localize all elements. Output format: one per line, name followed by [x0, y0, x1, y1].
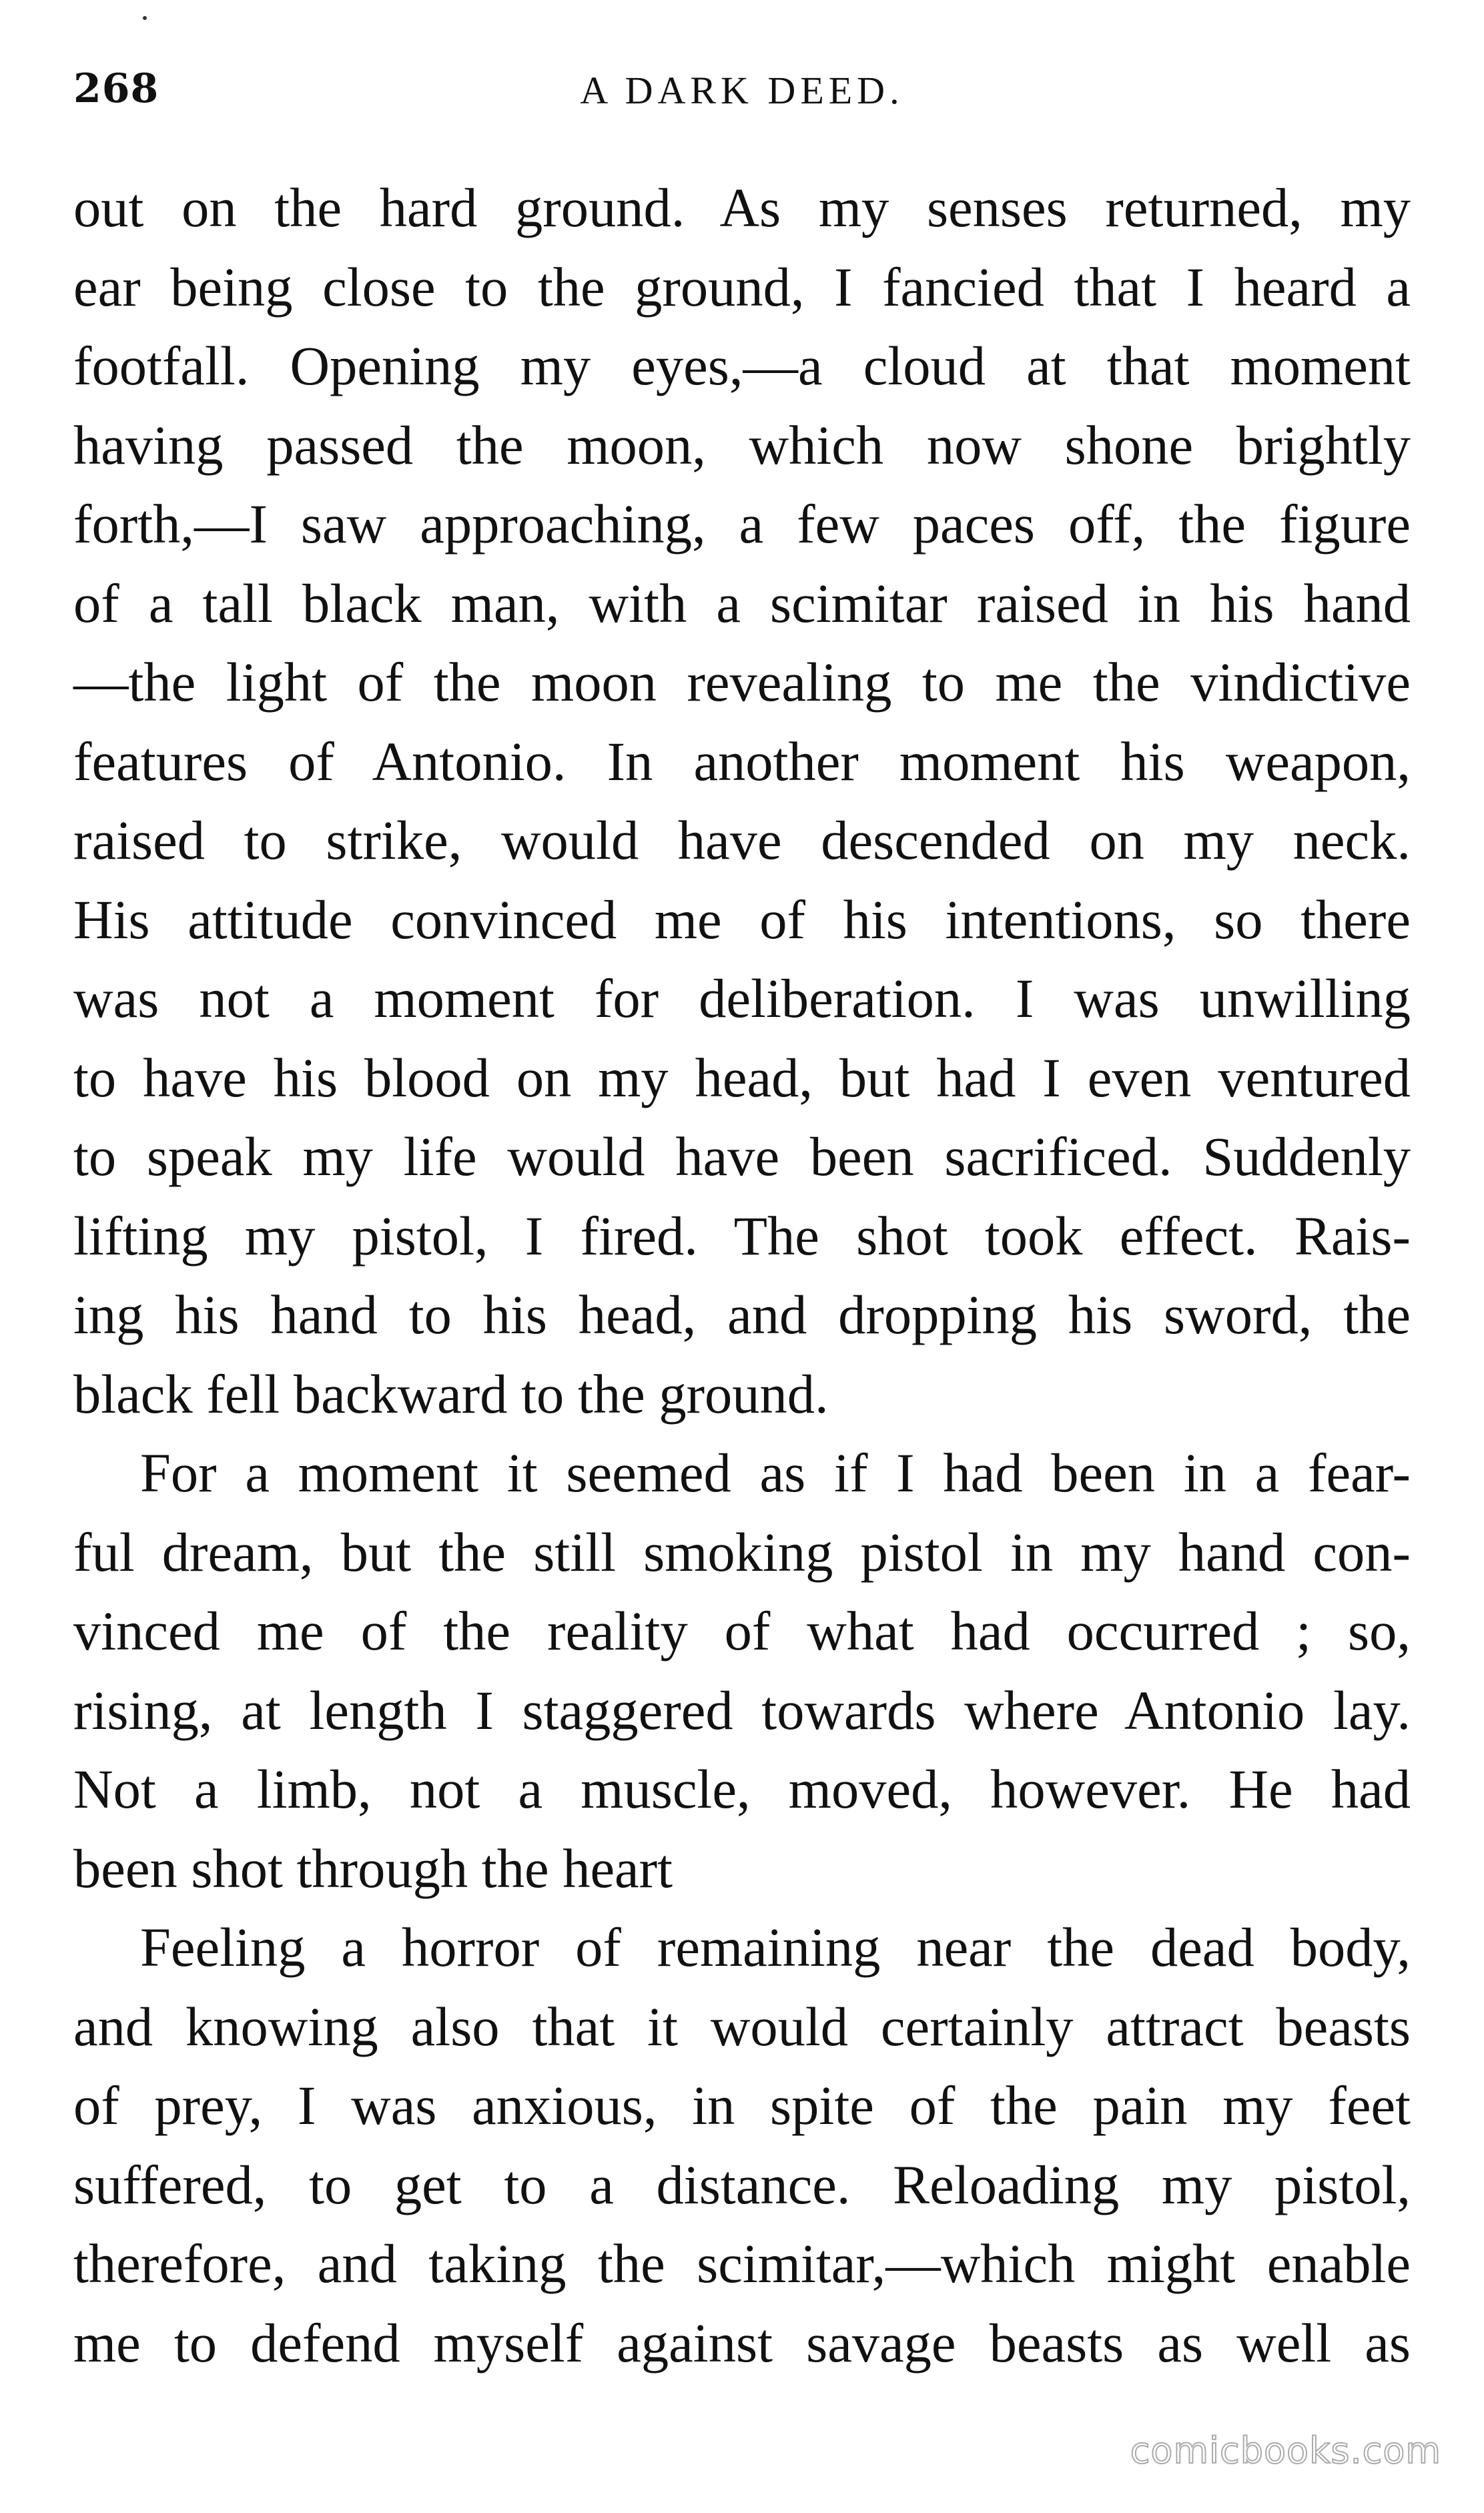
print-speck	[143, 16, 147, 20]
text-line: to have his blood on my head, but had I even ventured	[73, 1046, 1411, 1108]
text-line: ear being close to the ground, I fancied that I heard a	[73, 256, 1411, 318]
text-line: was not a moment for deliberation. I was unwilling	[73, 968, 1411, 1029]
running-title: A DARK DEED.	[580, 69, 904, 112]
text-line: forth,—I saw approaching, a few paces off, the figure	[73, 493, 1411, 555]
text-line: and knowing also that it would certainly attract beasts	[73, 1995, 1411, 2057]
body-text	[73, 168, 1411, 2382]
text-line: me to defend myself against savage beasts as well as	[73, 2311, 1411, 2374]
text-line: out on the hard ground. As my senses returned, my	[73, 177, 1411, 238]
text-line: black fell backward to the ground.	[73, 1363, 829, 1425]
text-line: been shot through the heart	[73, 1837, 673, 1899]
page-number: 268	[73, 65, 159, 112]
text-line: vinced me of the reality of what had occurred ; so,	[73, 1600, 1411, 1662]
text-line: —the light of the moon revealing to me the vindictive	[73, 651, 1411, 713]
running-head	[73, 65, 1411, 125]
text-line: ful dream, but the still smoking pistol in my hand con-	[73, 1521, 1411, 1583]
text-line: features of Antonio. In another moment his weapon,	[73, 730, 1411, 792]
text-line: footfall. Opening my eyes,—a cloud at that moment	[73, 335, 1411, 396]
text-line: raised to strike, would have descended on my neck.	[73, 809, 1411, 871]
paragraph-1	[73, 168, 1411, 1433]
text-line: of a tall black man, with a scimitar raised in his hand	[73, 572, 1411, 634]
text-line: lifting my pistol, I fired. The shot took effect. Rais-	[73, 1204, 1411, 1267]
text-line: Not a limb, not a muscle, moved, however. He had	[73, 1758, 1411, 1820]
text-line: to speak my life would have been sacrificed. Suddenly	[73, 1126, 1411, 1187]
paragraph-3	[73, 1908, 1411, 2382]
paragraph-2	[73, 1433, 1411, 1908]
text-line: suffered, to get to a distance. Reloading my pistol,	[73, 2153, 1411, 2215]
text-line: of prey, I was anxious, in spite of the pain my feet	[73, 2075, 1411, 2136]
text-line: rising, at length I staggered towards where Antonio lay.	[73, 1679, 1411, 1741]
text-line: therefore, and taking the scimitar,—which might enable	[73, 2233, 1411, 2294]
text-line: ing his hand to his head, and dropping his sword, the	[73, 1284, 1411, 1345]
text-line: For a moment it seemed as if I had been in a fear-	[140, 1442, 1411, 1503]
text-line: Feeling a horror of remaining near the dead body,	[140, 1916, 1411, 1978]
text-line: His attitude convinced me of his intentions, so there	[73, 888, 1411, 950]
text-line: having passed the moon, which now shone brightly	[73, 414, 1411, 476]
watermark: comicbooks.com	[1130, 2430, 1441, 2472]
